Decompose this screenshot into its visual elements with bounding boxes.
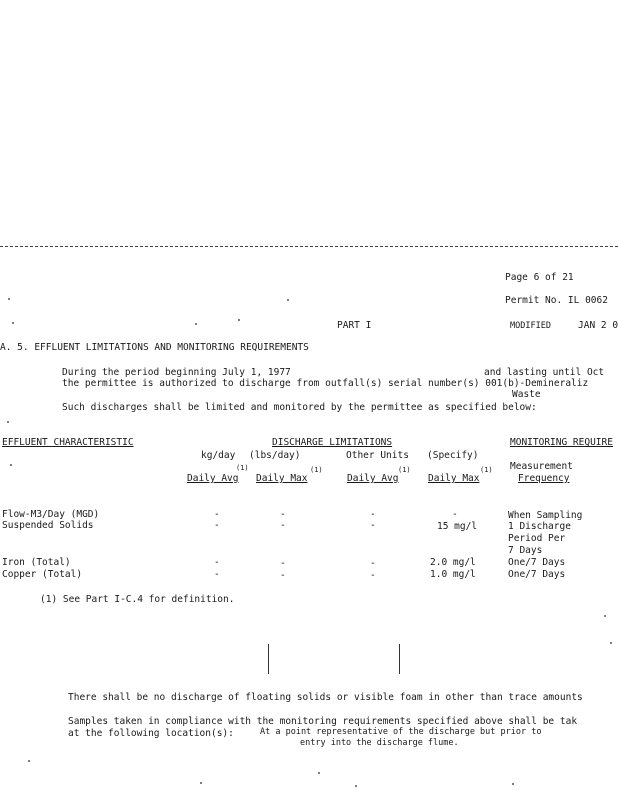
scan-speck (12, 322, 14, 324)
col-effluent-header: EFFLUENT CHARACTERISTIC (2, 437, 134, 448)
row-cell: - (214, 509, 220, 520)
authorized-line: the permittee is authorized to discharge from outfall(s) serial number(s) 001(b)-Demineraliz (62, 378, 589, 389)
daily-max-2: Daily Max (428, 473, 480, 484)
row-cell: - (280, 509, 286, 520)
scan-bracket-mark (268, 644, 400, 674)
row-name: Iron (Total) (2, 557, 71, 568)
row-name: Suspended Solids (2, 520, 94, 531)
frequency-extra: Period Per (508, 533, 566, 544)
row-name: Copper (Total) (2, 569, 83, 580)
footnote-mark-1: (1) (236, 464, 249, 472)
row-cell: 15 mg/l (437, 521, 478, 532)
row-cell: - (370, 520, 376, 531)
footnote: (1) See Part I-C.4 for definition. (40, 594, 235, 605)
scan-speck (195, 323, 197, 325)
scan-speck (610, 642, 612, 644)
row-cell: 2.0 mg/l (430, 557, 476, 568)
scan-speck (604, 615, 606, 617)
row-frequency: 1 Discharge (508, 521, 571, 532)
footnote-mark-2: (1) (310, 466, 323, 474)
scan-speck (8, 298, 10, 300)
limited-line: Such discharges shall be limited and monitored by the permittee as specified below: (62, 402, 537, 413)
samples-statement: Samples taken in compliance with the monitoring requirements specified above shall be tak (68, 716, 578, 727)
floating-solids-statement: There shall be no discharge of floating solids or visible foam in other than trace amounts (68, 692, 583, 703)
period-line: During the period beginning July 1, 1977 (62, 367, 291, 378)
row-cell: - (280, 570, 286, 581)
scan-speck (355, 785, 357, 787)
scan-speck (7, 421, 9, 423)
col-discharge-header: DISCHARGE LIMITATIONS (272, 437, 393, 448)
col-monitoring-header: MONITORING REQUIRE (510, 437, 613, 448)
row-frequency: One/7 Days (508, 557, 566, 568)
lasting-until: and lasting until Oct (484, 367, 605, 378)
scan-speck (318, 772, 320, 774)
row-cell: - (370, 509, 376, 520)
scan-speck (28, 760, 30, 762)
specify-label: (Specify) (427, 450, 479, 461)
row-frequency: When Sampling (508, 510, 583, 521)
other-units-label: Other Units (346, 450, 409, 461)
row-cell: - (370, 558, 376, 569)
samples-location: At a point representative of the discharge but prior to (260, 727, 542, 737)
lbsday-label: (lbs/day) (249, 450, 301, 461)
page-number: Page 6 of 21 (505, 272, 574, 283)
part-title: PART I (337, 320, 372, 331)
scan-edge-line (0, 246, 618, 247)
daily-avg-1: Daily Avg (187, 473, 239, 484)
measurement-label: Measurement (510, 461, 573, 472)
frequency-extra: 7 Days (508, 545, 543, 556)
footnote-mark-4: (1) (480, 466, 493, 474)
samples-location-label: at the following location(s): (68, 728, 234, 739)
daily-max-1: Daily Max (256, 473, 308, 484)
scan-speck (512, 783, 514, 785)
row-name: Flow-M3/Day (MGD) (2, 509, 100, 520)
modified-date: JAN 2 0 (578, 320, 618, 331)
row-frequency: One/7 Days (508, 569, 566, 580)
row-cell: - (452, 509, 458, 520)
row-cell: - (280, 520, 286, 531)
row-cell: - (214, 569, 220, 580)
scan-speck (287, 299, 289, 301)
waste-label: Waste (512, 389, 541, 400)
modified-stamp: MODIFIED (510, 321, 551, 331)
permit-number: Permit No. IL 0062 (505, 295, 608, 306)
footnote-mark-3: (1) (398, 466, 411, 474)
samples-location-cont: entry into the discharge flume. (300, 738, 459, 748)
row-cell: - (214, 557, 220, 568)
scan-speck (10, 464, 12, 466)
row-cell: - (214, 520, 220, 531)
frequency-label: Frequency (518, 473, 570, 484)
scan-speck (200, 782, 202, 784)
kgday-label: kg/day (201, 450, 236, 461)
row-cell: - (370, 570, 376, 581)
daily-avg-2: Daily Avg (347, 473, 399, 484)
row-cell: 1.0 mg/l (430, 569, 476, 580)
section-title: A. 5. EFFLUENT LIMITATIONS AND MONITORING REQUIREMENTS (0, 342, 309, 353)
scan-speck (238, 319, 240, 321)
row-cell: - (280, 558, 286, 569)
